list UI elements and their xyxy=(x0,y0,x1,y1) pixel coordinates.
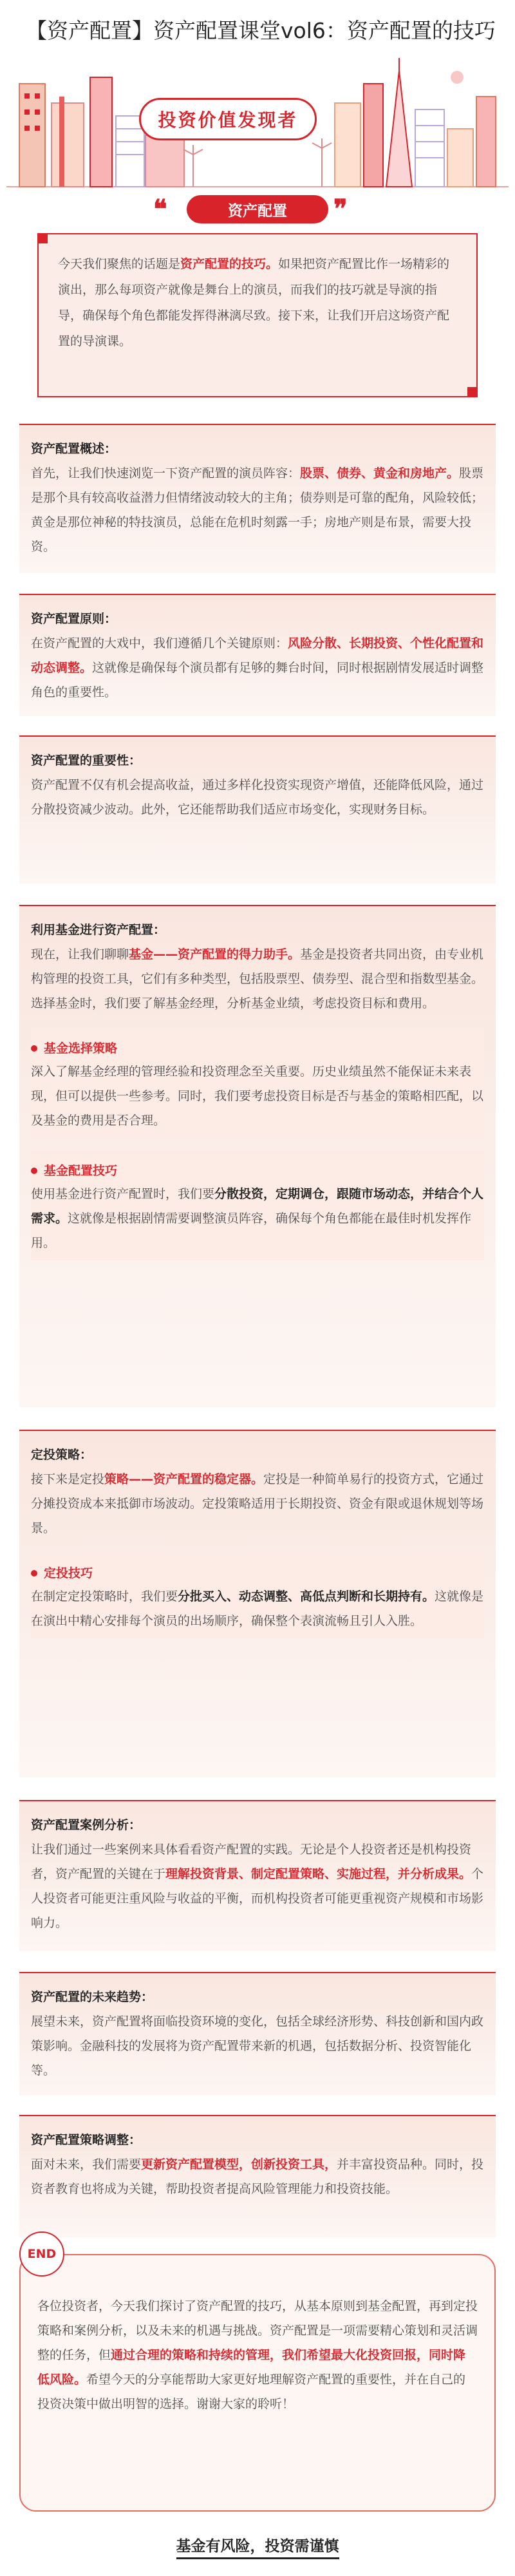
subsection-title: 基金配置技巧 xyxy=(31,1160,484,1182)
risk-notice-text: 基金有风险，投资需谨慎 xyxy=(176,2538,339,2559)
end-badge xyxy=(19,2231,64,2277)
end-badge-text: END xyxy=(27,2247,57,2261)
section-trends xyxy=(19,1972,496,2096)
section-heading: 资产配置概述： xyxy=(31,442,117,456)
intro-box xyxy=(37,233,478,397)
intro-paragraph: 今天我们聚焦的话题是资产配置的技巧。如果把资产配置比作一场精彩的演出，那么每项资产就像是舞台上的演员，而我们的技巧就是导演的指导，确保每个角色都能发挥得淋漓尽致。接下来，让我们开启这场资产配置的导演课。 xyxy=(58,257,450,348)
bullet-icon xyxy=(31,1045,37,1052)
section-principles xyxy=(19,594,496,716)
subsection-fund-allocation xyxy=(31,1151,484,1260)
corner-mark xyxy=(467,387,478,397)
section-paragraph: 展望未来，资产配置将面临投资环境的变化，包括全球经济形势、科技创新和国内政策影响。金融科技的发展将为资产配置带来新的机遇，包括数据分析、投资智能化等。 xyxy=(31,2014,484,2078)
section-title-badge xyxy=(187,195,328,223)
section-paragraph: 资产配置不仅有机会提高收益，通过多样化投资实现资产增值，还能降低风险，通过分散投资减少波动。此外，它还能帮助我们适应市场变化，实现财务目标。 xyxy=(31,778,484,817)
section-cases xyxy=(19,1800,496,1951)
brand-tag-text: 投资价值发现者 xyxy=(158,109,298,131)
subsection-paragraph: 使用基金进行资产配置时，我们要分散投资，定期调仓，跟随市场动态，并结合个人需求。这就像是根据剧情需要调整演员阵容，确保每个角色都能在最佳时机发挥作用。 xyxy=(31,1187,484,1250)
section-paragraph: 现在，让我们聊聊基金——资产配置的得力助手。基金是投资者共同出资，由专业机构管理的投资工具，它们有多种类型，包括股票型、债券型、混合型和指数型基金。选择基金时，我们要了解基金经理，分析基金业绩，考虑投资目标和费用。 xyxy=(31,947,484,1010)
section-adjust xyxy=(19,2115,496,2237)
risk-notice xyxy=(0,2534,515,2555)
section-heading: 利用基金进行资产配置： xyxy=(31,923,166,937)
subsection-title: 定投技巧 xyxy=(31,1562,484,1584)
section-heading: 资产配置原则： xyxy=(31,612,117,626)
subsection-title: 基金选择策略 xyxy=(31,1037,484,1059)
ending-paragraph: 各位投资者，今天我们探讨了资产配置的技巧，从基本原则到基金配置，再到定投策略和案例分析，以及未来的机遇与挑战。资产配置是一项需要精心策划和灵活调整的任务，但通过合理的策略和持续的管理，我们希望最大化投资回报，同时降低风险。希望今天的分享能帮助大家更好地理解资产配置的重要性，并在自己的投资决策中做出明智的选择。谢谢大家的聆听！ xyxy=(37,2299,478,2411)
quote-open-icon: ❝ xyxy=(153,194,167,224)
section-paragraph: 首先，让我们快速浏览一下资产配置的演员阵容：股票、债券、黄金和房地产。股票是那个具有较高收益潜力但情绪波动较大的主角；债券则是可靠的配角，风险较低；黄金是那位神秘的特技演员，总能在危机时刻露一手；房地产则是布景，需要大投资。 xyxy=(31,466,484,554)
brand-tag xyxy=(139,98,317,140)
subsection-fund-selection xyxy=(31,1028,484,1138)
subsection-sip-tips xyxy=(31,1553,484,1638)
bullet-icon xyxy=(31,1570,37,1577)
section-heading: 资产配置的未来趋势： xyxy=(31,1990,154,2004)
bullet-icon xyxy=(31,1168,37,1174)
section-paragraph: 接下来是定投策略——资产配置的稳定器。定投是一种简单易行的投资方式，它通过分摊投资成本来抵御市场波动。定投策略适用于长期投资、资金有限或退休规划等场景。 xyxy=(31,1472,484,1535)
section-heading: 资产配置案例分析： xyxy=(31,1818,142,1832)
subsection-paragraph: 深入了解基金经理的管理经验和投资理念至关重要。历史业绩虽然不能保证未来表现，但可以提供一些参考。同时，我们要考虑投资目标是否与基金的策略相匹配，以及基金的费用是否合理。 xyxy=(31,1065,484,1128)
section-heading: 资产配置的重要性： xyxy=(31,753,142,768)
article-title xyxy=(0,0,515,58)
section-funds xyxy=(19,905,496,1407)
quote-close-icon: ❞ xyxy=(333,194,348,224)
section-heading: 定投策略： xyxy=(31,1448,93,1462)
section-title-text: 资产配置 xyxy=(228,202,287,220)
article-title-text: 【资产配置】资产配置课堂vol6：资产配置的技巧 xyxy=(26,17,496,43)
section-heading: 资产配置策略调整： xyxy=(31,2133,142,2147)
section-sip xyxy=(19,1430,496,1777)
section-overview xyxy=(19,424,496,573)
corner-mark xyxy=(37,233,48,243)
section-importance xyxy=(19,735,496,884)
ending-box xyxy=(19,2254,496,2512)
section-paragraph: 让我们通过一些案例来具体看看资产配置的实践。无论是个人投资者还是机构投资者，资产配置的关键在于理解投资背景、制定配置策略、实施过程，并分析成果。个人投资者可能更注重风险与收益的平衡，而机构投资者可能更重视资产规模和市场影响力。 xyxy=(31,1842,484,1930)
section-paragraph: 面对未来，我们需要更新资产配置模型，创新投资工具，并丰富投资品种。同时，投资者教育也将成为关键，帮助投资者提高风险管理能力和投资技能。 xyxy=(31,2157,484,2196)
section-paragraph: 在资产配置的大戏中，我们遵循几个关键原则：风险分散、长期投资、个性化配置和动态调整。这就像是确保每个演员都有足够的舞台时间，同时根据剧情发展适时调整角色的重要性。 xyxy=(31,636,484,699)
subsection-paragraph: 在制定定投策略时，我们要分批买入、动态调整、高低点判断和长期持有。这就像是在演出中精心安排每个演员的出场顺序，确保整个表演流畅且引人入胜。 xyxy=(31,1589,484,1628)
